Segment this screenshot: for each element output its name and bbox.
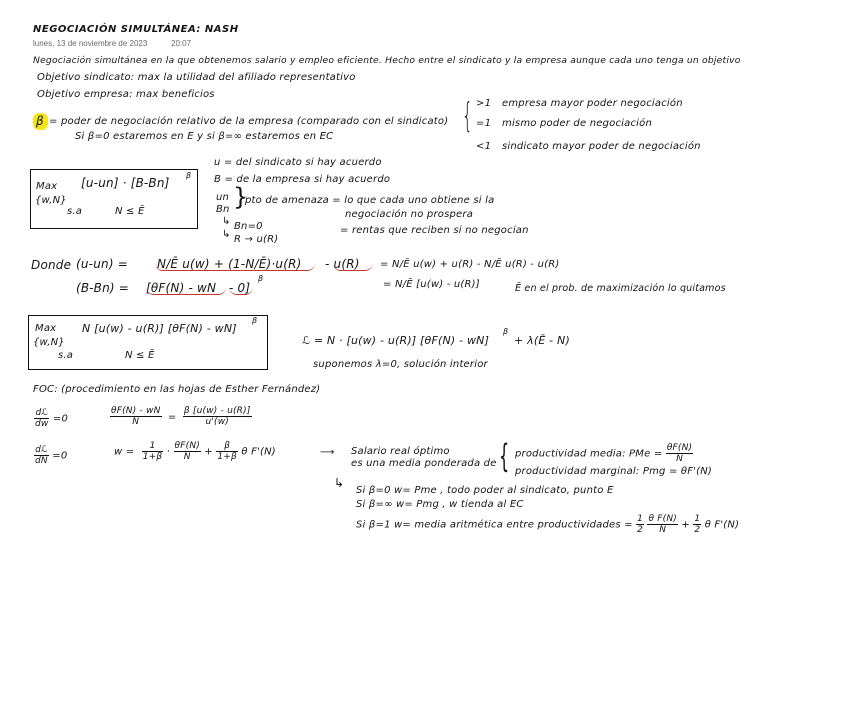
donde-rhs-1c: = N/Ē u(w) + u(R) - N/Ē u(R) - u(R) [380, 259, 560, 270]
intro-line-2: Objetivo sindicato: max la utilidad del afiliado representativo [37, 72, 356, 83]
foc-si-2: Si β=∞ w= Pmg , w tienda al EC [356, 499, 524, 510]
note-u: u = del sindicato si hay acuerdo [214, 157, 382, 168]
foc-si-3-mid: θ F(N) [648, 514, 677, 524]
return-arrow-icon-2: ↳ [222, 229, 231, 240]
foc-eq-2 [114, 441, 276, 462]
beta-case-cond-1: >1 [476, 98, 492, 109]
foc-pme-num: θF(N) [666, 443, 693, 453]
foc-f2-num: θF(N) [174, 441, 200, 451]
note-bn0: Bn=0 [234, 221, 263, 232]
foc-si-3-plus: + [681, 519, 690, 531]
foc-dot: · [166, 446, 171, 458]
box1-exponent: β [186, 171, 192, 180]
foc-b: β [216, 441, 238, 452]
foc-f1-den: N [132, 417, 140, 427]
intro-line-1: Negociación simultánea en la que obtenemos salario y empleo eficiente. Hecho entre el sindicato y la empresa aunque cada uno tenga un objetivo [33, 55, 741, 66]
foc-half-den-2: 2 [694, 525, 701, 535]
box2-max: Max [35, 323, 57, 334]
return-arrow-icon: ↳ [222, 216, 231, 227]
foc-si-3-text: Si β=1 w= media aritmética entre productividades = [356, 519, 633, 531]
note-threat-2: negociación no prospera [345, 209, 474, 220]
foc-pme-den: N [676, 454, 683, 464]
lagrangian-tail: + λ(Ē - N) [514, 334, 570, 347]
note-brace: } [233, 183, 249, 211]
page-time: 20:07 [171, 39, 192, 48]
box2-exponent: β [252, 316, 258, 325]
foc-title: FOC: (procedimiento en las hojas de Esther Fernández) [33, 384, 321, 395]
box1-objective: [u-un] · [B-Bn] [81, 176, 170, 190]
beta-symbol: β [36, 114, 44, 128]
foc-derivative-2 [34, 445, 67, 466]
donde-note: Ē en el prob. de maximización lo quitamos [515, 283, 726, 294]
beta-case-text-3: sindicato mayor poder de negociación [502, 141, 701, 152]
underline-1a [155, 262, 315, 271]
foc-brace: { [499, 437, 510, 475]
note-r: R → u(R) [234, 234, 279, 245]
box2-vars: {w,N} [33, 337, 65, 348]
foc-one: 1 [142, 441, 164, 452]
foc-arrow-text-1: Salario real óptimo [351, 446, 450, 457]
box1-constraint: N ≤ Ē [115, 206, 145, 217]
foc-w-eq: w = [114, 446, 135, 458]
foc-si-1: Si β=0 w= Pme , todo poder al sindicato, punto E [356, 485, 614, 496]
box1-sa: s.a [67, 206, 83, 217]
donde-rhs-2a: [θF(N) - wN [146, 281, 217, 295]
underline-1b [333, 262, 373, 271]
foc-derivative-1 [34, 408, 68, 429]
foc-arrow-text-2: es una media ponderada de [351, 458, 497, 469]
underline-2a [146, 287, 226, 295]
foc-half-den: 2 [637, 525, 644, 535]
foc-d1-den: dw [35, 419, 49, 429]
right-arrow-icon: ⟶ [320, 447, 335, 458]
return-arrow-icon-3: ↳ [334, 476, 345, 490]
foc-si-3-den: N [659, 525, 667, 535]
donde-rhs-2c: = N/Ē [u(w) - u(R)] [383, 279, 480, 290]
donde-rhs-1b: - u(R) [325, 257, 360, 271]
donde-lhs-2: (B-Bn) = [76, 281, 130, 295]
box2-constraint: N ≤ Ē [125, 350, 155, 361]
beta-brace: { [462, 96, 473, 136]
beta-case-text-1: empresa mayor poder negociación [502, 98, 683, 109]
foc-f2-den: N [183, 452, 191, 462]
foc-plus: + [204, 446, 213, 458]
donde-label: Donde [31, 258, 72, 272]
foc-f1-num: θF(N) - wN [111, 406, 161, 416]
box2-sa: s.a [58, 350, 74, 361]
foc-f1-rhs-den: u'(w) [205, 417, 229, 427]
box2-objective: N [u(w) - u(R)] [θF(N) - wN] [82, 322, 237, 335]
foc-eq0-1: =0 [52, 413, 69, 425]
donde-rhs-1a: N/Ē u(w) + (1-N/Ē)·u(R) [157, 257, 302, 271]
lagrangian-eq: ℒ = N · [u(w) - u(R)] [θF(N) - wN] [302, 334, 490, 347]
foc-d1-num: dℒ [35, 408, 49, 418]
foc-pme-label: productividad media: PMe = [515, 448, 663, 460]
note-rents: = rentas que reciben si no negocian [340, 225, 529, 236]
foc-half-num: 1 [637, 514, 644, 524]
note-b: B = de la empresa si hay acuerdo [214, 174, 391, 185]
beta-case-cond-3: <1 [476, 141, 492, 152]
page-date: lunes, 13 de noviembre de 2023 [33, 39, 148, 48]
foc-si-3 [356, 514, 739, 535]
lagrangian-note: suponemos λ=0, solución interior [313, 359, 488, 370]
lagrangian-exponent: β [503, 327, 509, 336]
donde-rhs-2b: - 0] [229, 281, 251, 295]
note-threat: pto de amenaza = lo que cada uno obtiene si la [245, 195, 495, 206]
page-title: NEGOCIACIÓN SIMULTÁNEA: NASH [33, 24, 239, 35]
foc-si-3-tail: θ F'(N) [704, 519, 740, 531]
foc-eq-1: $\frac{\theta F(N) - wN}{N}$ = $\frac{\beta [u(w) - u(R)]}{u'(w)}$ [111, 406, 251, 427]
donde-rhs-2-exponent: β [258, 274, 264, 283]
beta-cases-line: Si β=0 estaremos en E y si β=∞ estaremos en EC [75, 131, 334, 142]
foc-tail: θ F'(N) [241, 446, 276, 458]
foc-d2-den: dN [35, 456, 48, 466]
foc-eq0-2: =0 [52, 450, 68, 462]
box1-vars: {w,N} [35, 195, 67, 206]
box1-max: Max [36, 181, 58, 192]
foc-onepb: 1+β [142, 452, 163, 462]
foc-d2-num: dℒ [35, 445, 48, 455]
beta-case-cond-2: =1 [476, 118, 492, 129]
foc-f1-rhs-num: β [u(w) - u(R)] [183, 406, 251, 416]
beta-definition: = poder de negociación relativo de la empresa (comparado con el sindicato) [49, 116, 449, 127]
intro-line-3: Objetivo empresa: max beneficios [37, 89, 215, 100]
note-bn: Bn [216, 204, 230, 215]
beta-case-text-2: mismo poder de negociación [502, 118, 652, 129]
donde-lhs-1: (u-un) = [76, 257, 128, 271]
foc-pmg: productividad marginal: Pmg = θF'(N) [515, 466, 713, 477]
note-un: un [216, 192, 230, 203]
foc-onepb-2: 1+β [217, 452, 237, 462]
foc-half-num-2: 1 [694, 514, 701, 524]
foc-pme [515, 443, 693, 464]
